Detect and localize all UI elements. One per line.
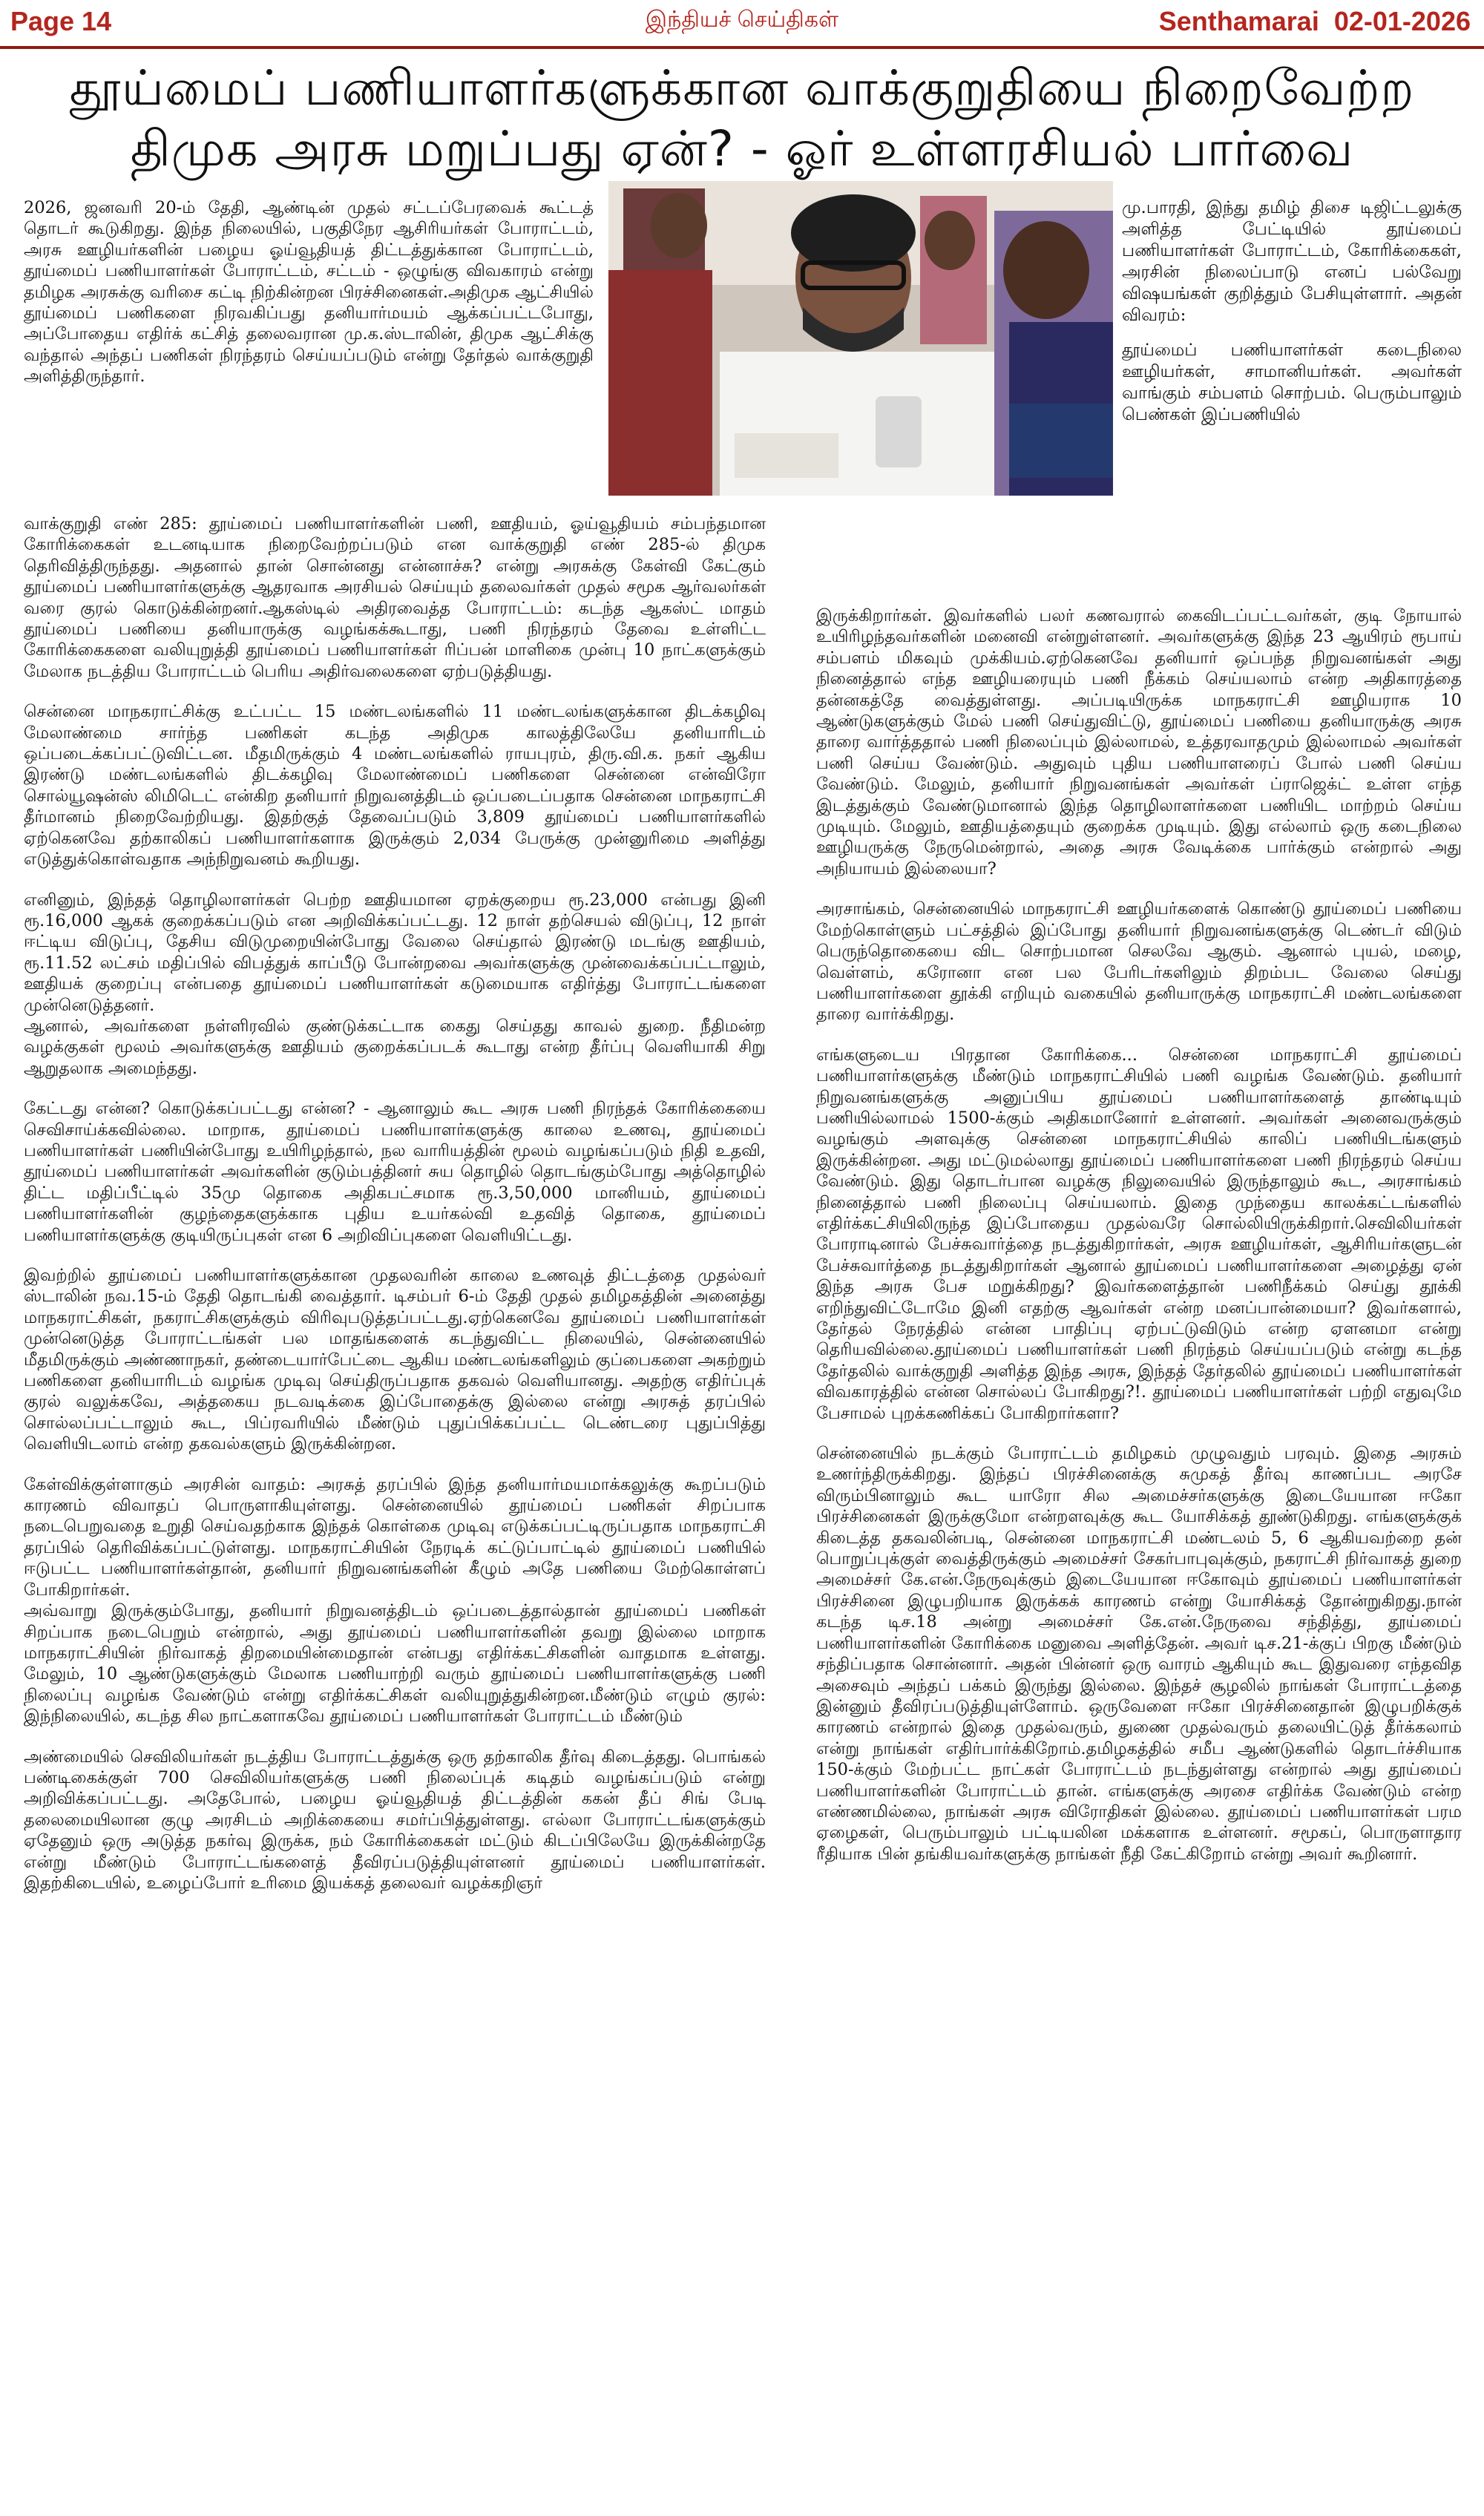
right-paragraph-3: எங்களுடைய பிரதான கோரிக்கை... சென்னை மாநகராட்சி தூய்மைப் பணியாளர்களுக்கு மீண்டும் மாநகராட்சியில் பணி வழங்க வேண்டும். தனியார் நிறுவனங்களுக்கு அனுப்பிய தூய்மைப் பணியாளர்களைத் தாண்டியும் பணியில்லாமல் 1500-க்கும் அதிகமானோர் உள்ளனர். அவர்கள் அனைவருக்கும் வழங்கும் அளவுக்கு சென்னை மாநகராட்சியில் காலிப் பணியிடங்களும் இருக்கின்றன. அது மட்டுமல்லாது தூய்மைப் பணியாளர்களை பணி நிரந்தரம் செய்ய வேண்டும். இது தொடர்பான வழக்கு நிலுவையில் இருந்தாலும் கூட, அரசாங்கம் நினைத்தால் பணி நிலைப்பு செய்யலாம். இதை முந்தைய காலக்கட்டங்களில் எதிர்க்கட்சியிலிருந்த இப்போதைய முதல்வரே சொல்லியிருக்கிறார்.செவிலியர்கள் போராடினால் பேச்சுவார்த்தை நடத்துகிறார்கள், அரசு ஊழியர்கள், ஆசிரியர்களுடன் பேச்சுவார்த்தை நடத்துகிறார்கள் ஆனால் தூய்மைப் பணியாளர்களை அழைத்து ஏன் இந்த அரசு பேச மறுக்கிறது? இவர்களைத்தான் பணிநீக்கம் செய்து தூக்கி எறிந்துவிட்டோமே இனி எதற்கு ஆவர்கள் என்ற மனப்பான்மையா? இவர்களால், தேர்தல் நேரத்தில் என்ன பாதிப்பு ஏற்பட்டுவிடும் என்ற ஏளனமா என்று தெரியவில்லை.தூய்மைப் பணியாளர்கள் பணி நிரந்தம் செய்யப்படும் என்று கடந்த தேர்தலில் வாக்குறுதி அளித்த இந்த அரசு, இந்தத் தேர்தலில் தூய்மைப் பணியாளர்கள் விவகாரத்தில் என்ன சொல்லப் போகிறது?!. தூய்மைப் பணியாளர்கள் பற்றி எதுவுமே பேசாமல் புறக்கணிக்கப் போகிறார்களா?: [816, 1045, 1462, 1423]
right-narrow-paragraph-1: மு.பாரதி, இந்து தமிழ் திசை டிஜிட்டலுக்கு அளித்த பேட்டியில் தூய்மைப் பணியாளர்கள் போராட்டம், கோரிக்கைகள், அரசின் நிலைப்பாடு எனப் பல்வேறு விஷயங்கள் குறித்தும் பேசியுள்ளார். அதன் விவரம்:: [1122, 198, 1462, 325]
right-paragraph-1: இருக்கிறார்கள். இவர்களில் பலர் கணவரால் கைவிடப்பட்டவர்கள், குடி நோயால் உயிரிழந்தவர்களின் மனைவி என்றுள்ளனர். அவர்களுக்கு இந்த 23 ஆயிரம் ரூபாய் சம்பளம் மிகவும் முக்கியம்.ஏற்கெனவே தனியார் ஒப்பந்த நிறுவனங்கள் அது நினைத்தால் எந்த ஊழியரையும் பணி நீக்கம் செய்யலாம் என்ற அதிகாரத்தை தன்னகத்தே வைத்துள்ளது. அப்படியிருக்க மாநகராட்சி ஊழியராக 10 ஆண்டுகளுக்கும் மேல் பணி செய்துவிட்டு, தூய்மைப் பணியை தனியாருக்கு அரசு தாரை வார்த்ததால் பணி நிலைப்பும் இல்லாமல், உத்தரவாதமும் இல்லாமல் அவர்கள் பணி செய்ய வேண்டும். அதுவும் புதிய பணியாளரைப் போல் பணி செய்ய வேண்டும். மேலும், தனியார் நிறுவனங்கள் அவர்கள் ப்ராஜெக்ட் உள்ள எந்த இடத்துக்கும் வேண்டுமானால் இந்த தொழிலாளர்களை பணியிட மாற்றம் செய்ய முடியும். மேலும், ஊதியத்தையும் குறைக்க முடியும். இது எல்லாம் ஒரு கடைநிலை ஊழியருக்கு நேருமென்றால், அதை அரசு வேடிக்கை பார்க்கும் என்றால் அது அநியாயம் இல்லையா?: [816, 606, 1462, 878]
protest-photo: [608, 181, 1113, 496]
right-column: [816, 605, 1462, 1884]
right-paragraph-2: அரசாங்கம், சென்னையில் மாநகராட்சி ஊழியர்களைக் கொண்டு தூய்மைப் பணியை மேற்கொள்ளும் பட்சத்தில் இப்போது தனியார் நிறுவனங்களுக்கு டெண்டர் விடும் பெருந்தொகையை விட சொற்பமான செலவே ஆகும். ஆனால் புயல், மழை, வெள்ளம், கரோனா என பல பேரிடர்களிலும் திறம்பட வேலை செய்து பணியாளர்களை தூக்கி எறியும் வகையில் தனியாருக்கு மாநகராட்சி மண்டலங்களை தாரை வார்க்கிறது.: [816, 899, 1462, 1025]
left-paragraph-1: வாக்குறுதி எண் 285: தூய்மைப் பணியாளர்களின் பணி, ஊதியம், ஓய்வூதியம் சம்பந்தமான கோரிக்கைகள் உடனடியாக நிறைவேற்றப்படும் என வாக்குறுதி எண் 285-ல் திமுக தெரிவித்திருந்தது. அதனால் தான் சொன்னது என்னாச்சு? என்று அரசுக்கு கேள்வி கேட்கும் தூய்மைப் பணியாளர்களுக்கு ஆதரவாக அரசியல் செய்யும் தலைவர்கள் முதல் சமூக ஆர்வலர்கள் வரை குரல் கொடுக்கின்றனர்.ஆகஸ்டில் அதிரவைத்த போராட்டம்: கடந்த ஆகஸ்ட் மாதம் தூய்மைப் பணியை தனியாருக்கு வழங்கக்கூடாது, பணி நிரந்தரம் தேவை உள்ளிட்ட கோரிக்கைகளை வலியுறுத்தி தூய்மைப் பணியாளர்கள் ரிப்பன் மாளிகை முன்பு 10 நாட்களுக்கும் மேலாக நடத்திய போராட்டம் பெரிய அதிர்வலைகளை ஏற்படுத்தியது.: [24, 514, 766, 681]
brand-date: [1159, 6, 1471, 37]
right-narrow-paragraph-2: தூய்மைப் பணியாளர்கள் கடைநிலை ஊழியர்கள், சாமானியர்கள். அவர்கள் வாங்கும் சம்பளம் சொற்பம். பெரும்பாலும் பெண்கள் இப்பணியில்: [1122, 341, 1462, 424]
intro-paragraph: 2026, ஜனவரி 20-ம் தேதி, ஆண்டின் முதல் சட்டப்பேரவைக் கூட்டத் தொடர் கூடுகிறது. இந்த நிலையில், பகுதிநேர ஆசிரியர்கள் போராட்டம், அரசு ஊழியர்களின் பழைய ஓய்வூதியத் திட்டத்துக்கான போராட்டம், தூய்மைப் பணியாளர்கள் போராட்டம், சட்டம் - ஒழுங்கு விவகாரம் என்று தமிழக அரசுக்கு வரிசை கட்டி நிற்கின்றன பிரச்சினைகள்.அதிமுக ஆட்சியில் தூய்மைப் பணிகளை நிரவகிப்பது தனியார்மயம் ஆக்கப்பட்டபோது, அப்போதைய எதிர்க் கட்சித் தலைவரான மு.க.ஸ்டாலின், திமுக ஆட்சிக்கு வந்தால் அந்தப் பணிகள் நிரந்தரம் செய்யப்படும் என்று தேர்தல் வாக்குறுதி அளித்திருந்தார்.: [24, 198, 594, 387]
right-paragraph-4: சென்னையில் நடக்கும் போராட்டம் தமிழகம் முழுவதும் பரவும். இதை அரசும் உணர்ந்திருக்கிறது. இந்தப் பிரச்சினைக்கு சுமுகத் தீர்வு காணப்பட அரசே விரும்பினாலும் கூட யாரோ சில அமைச்சர்களுக்கு இடையேயான ஈகோ பிரச்சினைகள் இருக்குமோ என்றளவுக்கு கூட யோசிக்கத் தூண்டுகிறது. எங்களுக்குக் கிடைத்த தகவலின்படி, சென்னை மாநகராட்சி மண்டலம் 5, 6 ஆகியவற்றை தன் பொறுப்புக்குள் வைத்திருக்கும் அமைச்சர் சேகர்பாபுவுக்கும், நகராட்சி நிர்வாகத் துறை அமைச்சர் கே.என்.நேருவுக்கும் இடையேயான ஈகோவும் தூய்மைப் பணியாளர்கள் பிரச்சினை இழுபறியாக இருக்கக் காரணம் என்று யோசிக்கத் தோன்றுகிறது.நான் கடந்த டிச.18 அன்று அமைச்சர் கே.என்.நேருவை சந்தித்து, தூய்மைப் பணியாளர்களின் கோரிக்கை மனுவை அளித்தேன். அவர் டிச.21-க்குப் பிறகு மீண்டும் சந்திப்பதாக சொன்னார். அதன் பின்னர் ஒரு வாரம் ஆகியும் கூட இதுவரை எந்தவித அசைவும் அந்தப் பக்கம் இருந்து இல்லை. இந்தச் சூழலில் நாங்கள் போராட்டத்தை இன்னும் தீவிரப்படுத்தியுள்ளோம். ஒருவேளை ஈகோ பிரச்சினைதான் இழுபறிக்குக் காரணம் என்றால் இதை முதல்வரும், துணை முதல்வரும் தலையிட்டுத் தீர்க்கலாம் என்று நாங்கள் எதிர்பார்க்கிறோம்.தமிழகத்தில் சமீப ஆண்டுகளில் தொடர்ச்சியாக 150-க்கும் மேற்பட்ட நாட்கள் போராட்டம் நடந்துள்ளது என்றால் அது தூய்மைப் பணியாளர்களின் போராட்டம் தான். எங்களுக்கு அரசை எதிர்க்க வேண்டும் என்ற எண்ணமில்லை, நாங்கள் அரசு விரோதிகள் இல்லை. தூய்மைப் பணியாளர்கள் பரம ஏழைகள், பெரும்பாலும் பட்டியலின மக்களாக உள்ளனர். சமூகப், பொருளாதார ரீதியாக பின் தங்கியவர்களுக்கு நாங்கள் நீதி கேட்கிறோம் என்று அவர் கூறினார்.: [816, 1444, 1462, 1864]
brand-name: Senthamarai: [1158, 6, 1319, 36]
issue-date: 02-01-2026: [1333, 6, 1471, 36]
left-paragraph-2: சென்னை மாநகராட்சிக்கு உட்பட்ட 15 மண்டலங்களில் 11 மண்டலங்களுக்கான திடக்கழிவு மேலாண்மை சார்ந்த பணிகள் கடந்த அதிமுக காலத்திலேயே தனியாரிடம் ஒப்படைக்கப்பட்டுவிட்டன. மீதமிருக்கும் 4 மண்டலங்களில் ராயபுரம், திரு.வி.க. நகர் ஆகிய இரண்டு மண்டலங்களில் திடக்கழிவு மேலாண்மைப் பணிகளை சென்னை என்விரோ சொல்யூஷன்ஸ் லிமிடெட் என்கிற தனியார் நிறுவனத்திடம் ஒப்படைப்பதாக சென்னை மாநகராட்சி தீர்மானம் நிறைவேற்றியது. இதற்குத் தேவைப்படும் 3,809 தூய்மைப் பணியாளர்களில் ஏற்கெனவே தற்காலிகப் பணியாளர்களாக இருக்கும் 2,034 பேருக்கு முன்னுரிமை அளித்து எடுத்துக்கொள்வதாக அந்நிறுவனம் கூறியது.: [24, 702, 766, 870]
headline-line-1: தூய்மைப் பணியாளர்களுக்கான வாக்குறுதியை நிறைவேற்ற: [69, 59, 1415, 116]
headline: [30, 58, 1454, 180]
section-title: இந்தியச் செய்திகள்: [645, 7, 839, 32]
left-paragraph-4: கேட்டது என்ன? கொடுக்கப்பட்டது என்ன? - ஆனாலும் கூட அரசு பணி நிரந்தக் கோரிக்கையை செவிசாய்க்கவில்லை. மாறாக, தூய்மைப் பணியாளர்களுக்கு காலை உணவு, தூய்மைப் பணியாளர்கள் பணியின்போது உயிரிழந்தால், நல வாரியத்தின் மூலம் வழங்கப்படும் நிதி உதவி, தூய்மைப் பணியாளர்கள் அவர்களின் குடும்பத்தினர் சுய தொழில் தொடங்கும்போது அத்தொழில் திட்ட மதிப்பீட்டில் 35மு தொகை அதிகபட்சமாக ரூ.3,50,000 மானியம், தூய்மைப் பணியாளர்களின் குழந்தைகளுக்காக புதிய உயர்கல்வி உதவித் தொகை, தூய்மைப் பணியாளர்களுக்கு குடியிருப்புகள் என 6 அறிவிப்புகளை வெளியிட்டது.: [24, 1099, 766, 1245]
intro-column: [24, 197, 594, 407]
page-number: Page 14: [10, 6, 112, 36]
masthead: [0, 0, 1484, 49]
left-paragraph-6: கேள்விக்குள்ளாகும் அரசின் வாதம்: அரசுத் தரப்பில் இந்த தனியார்மயமாக்கலுக்கு கூறப்படும் காரணம் விவாதப் பொருளாகியுள்ளது. சென்னையில் தூய்மைப் பணிகள் சிறப்பாக நடைபெறுவதை உறுதி செய்வதற்காக இந்தக் கொள்கை முடிவு எடுக்கப்பட்டிருப்பதாக மாநகராட்சி தரப்பில் தெரிவிக்கப்பட்டுள்ளது. மாநகராட்சியின் நேரடிக் கட்டுப்பாட்டில் தூய்மைப் பணியில் ஈடுபட்ட பணியாளர்கள்தான், தனியார் நிறுவனங்களின் கீழும் அதே பணியை மேற்கொள்ளப் போகிறார்கள். அவ்வாறு இருக்கும்போது, தனியார் நிறுவனத்திடம் ஒப்படைத்தால்தான் தூய்மைப் பணிகள் சிறப்பாக நடைபெறும் என்றால், அது தூய்மைப் பணியாளர்களின் தவறு இல்லை மாறாக மாநகராட்சியின் நிர்வாகத் திறமையின்மைதான் என்பது எதிர்க்கட்சிகளின் வாதமாக உள்ளது. மேலும், 10 ஆண்டுகளுக்கும் மேலாக பணியாற்றி வரும் தூய்மைப் பணியாளர்களுக்கு பணி நிலைப்பு வழங்க வேண்டும் என்று எதிர்க்கட்சிகள் வலியுறுத்துகின்றன.மீண்டும் எழும் குரல்: இந்நிலையில், கடந்த சில நாட்களாகவே தூய்மைப் பணியாளர்கள் போராட்டம் மீண்டும்: [24, 1474, 766, 1727]
headline-line-2: திமுக அரசு மறுப்பது ஏன்? - ஓர் உள்ளரசியல் பார்வை: [130, 120, 1354, 177]
right-narrow-column: [1122, 197, 1462, 439]
left-column: [24, 513, 766, 1913]
left-paragraph-7: அண்மையில் செவிலியர்கள் நடத்திய போராட்டத்துக்கு ஒரு தற்காலிக தீர்வு கிடைத்தது. பொங்கல் பண்டிகைக்குள் 700 செவிலியர்களுக்கு பணி நிலைப்புக் கடிதம் வழங்கப்படும் என்று அறிவிக்கப்பட்டது. அதேபோல், பழைய ஓய்வூதியத் திட்டத்தின் ககன் தீப் சிங் பேடி தலைமையிலான குழு அரசிடம் அறிக்கையை சமர்ப்பித்துள்ளது. எல்லா போராட்டங்களுக்கும் ஏதேனும் ஒரு அடுத்த நகர்வு இருக்க, நம் கோரிக்கைகள் மட்டும் கிடப்பிலேயே இருக்கின்றதே என்று மீண்டும் போராட்டங்களைத் தீவிரப்படுத்தியுள்ளனர் தூய்மைப் பணியாளர்கள். இதற்கிடையில், உழைப்போர் உரிமை இயக்கத் தலைவர் வழக்கறிஞர்: [24, 1747, 766, 1893]
left-paragraph-3: எனினும், இந்தத் தொழிலாளர்கள் பெற்ற ஊதியமான ஏறக்குறைய ரூ.23,000 என்பது இனி ரூ.16,000 ஆகக் குறைக்கப்படும் என அறிவிக்கப்பட்டது. 12 நாள் தற்செயல் விடுப்பு, 12 நாள் ஈட்டிய விடுப்பு, தேசிய விடுமுறையின்போது வேலை செய்தால் இரண்டு மடங்கு ஊதியம், ரூ.11.52 லட்சம் மதிப்பில் விபத்துக் காப்பீடு போன்றவை அவர்களுக்கு முன்வைக்கப்பட்டாலும், ஊதியக் குறைப்பு என்பதை தூய்மைப் பணியாளர்கள் கடுமையாக எதிர்த்து போராட்டங்களை முன்னெடுத்தனர். ஆனால், அவர்களை நள்ளிரவில் குண்டுக்கட்டாக கைது செய்தது காவல் துறை. நீதிமன்ற வழக்குகள் மூலம் அவர்களுக்கு ஊதியம் குறைக்கப்படக் கூடாது என்ற தீர்ப்பு வெளியாகி சிறு ஆறுதலாக அமைந்தது.: [24, 890, 766, 1078]
left-paragraph-5: இவற்றில் தூய்மைப் பணியாளர்களுக்கான முதலவரின் காலை உணவுத் திட்டத்தை முதல்வர் ஸ்டாலின் நவ.15-ம் தேதி தொடங்கி வைத்தார். டிசம்பர் 6-ம் தேதி முதல் தமிழகத்தின் அனைத்து மாநகராட்சிகள், நகராட்சிகளுக்கும் விரிவுபடுத்தப்பட்டது.ஏற்கெனவே தூய்மைப் பணியாளர்கள் முன்னெடுத்த போராட்டங்கள் பல மாதங்களைக் கடந்துவிட்ட நிலையில், சென்னையில் மீதமிருக்கும் அண்ணாநகர், தண்டையார்பேட்டை ஆகிய மண்டலங்களிலும் குப்பைகளை அகற்றும் பணிகளை தனியாரிடம் வழங்க முடிவு செய்திருப்பதாக தகவல் வெளியானது. அதற்கு எதிர்ப்புக் குரல் வலுக்கவே, அத்தகைய நடவடிக்கை இப்போதைக்கு இல்லை என்று அரசுத் தரப்பில் சொல்லப்பட்டாலும் கூட, பிப்ரவரியில் மீண்டும் புதுப்பிக்கப்பட்ட டெண்டரை புதுப்பித்து வெளியிடலாம் என்ற தகவல்களும் இருக்கின்றன.: [24, 1266, 766, 1454]
